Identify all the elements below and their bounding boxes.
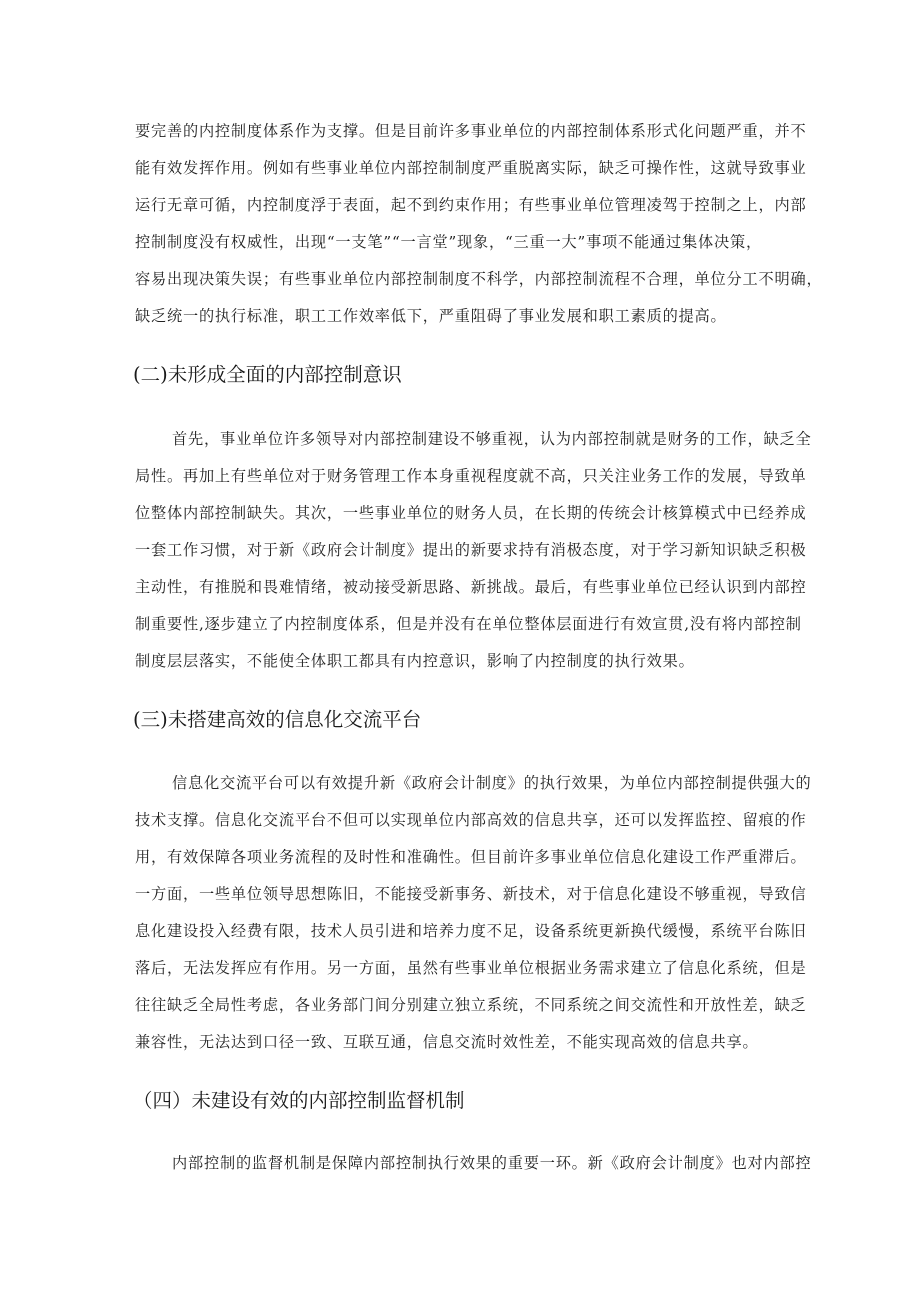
- paragraph-line: 一方面，一些单位领导思想陈旧，不能接受新事务、新技术，对于信息化建设不够重视，导致信: [135, 885, 807, 903]
- paragraph-line: 主动性，有推脱和畏难情绪，被动接受新思路、新挑战。最后，有些事业单位已经认识到内部控: [135, 578, 807, 596]
- paragraph-line: 往往缺乏全局性考虑，各业务部门间分别建立独立系统，不同系统之间交流性和开放性差，缺乏: [135, 996, 807, 1014]
- paragraph-line: 首先，事业单位许多领导对内部控制建设不够重视，认为内部控制就是财务的工作，缺乏全: [172, 430, 812, 448]
- section-heading: (三)未搭建高效的信息化交流平台: [133, 708, 422, 731]
- paragraph-line: 制重要性,逐步建立了内控制度体系，但是并没有在单位整体层面进行有效宣贯,没有将内部控制: [135, 615, 802, 633]
- paragraph-line: 容易出现决策失误；有些事业单位内部控制制度不科学，内部控制流程不合理，单位分工不明确，: [135, 270, 823, 288]
- paragraph-line: 落后，无法发挥应有作用。另一方面，虽然有些事业单位根据业务需求建立了信息化系统，但是: [135, 959, 807, 977]
- paragraph-line: 局性。再加上有些单位对于财务管理工作本身重视程度就不高，只关注业务工作的发展，导致单: [135, 467, 807, 485]
- paragraph-line: 缺乏统一的执行标准，职工工作效率低下，严重阻碍了事业发展和职工素质的提高。: [135, 307, 727, 325]
- paragraph-line: 信息化交流平台可以有效提升新《政府会计制度》的执行效果，为单位内部控制提供强大的: [172, 774, 812, 792]
- paragraph-line: 运行无章可循，内控制度浮于表面，起不到约束作用；有些事业单位管理凌驾于控制之上，内部: [135, 196, 807, 214]
- paragraph-line: 一套工作习惯，对于新《政府会计制度》提出的新要求持有消极态度，对于学习新知识缺乏积极: [135, 541, 807, 559]
- paragraph-line: 位整体内部控制缺失。其次，一些事业单位的财务人员，在长期的传统会计核算模式中已经养成: [135, 504, 807, 522]
- paragraph-line: 要完善的内控制度体系作为支撑。但是目前许多事业单位的内部控制体系形式化问题严重，并不: [135, 122, 807, 140]
- paragraph-line: 能有效发挥作用。例如有些事业单位内部控制制度严重脱离实际，缺乏可操作性，这就导致事业: [135, 159, 807, 177]
- paragraph-line: 用，有效保障各项业务流程的及时性和准确性。但目前许多事业单位信息化建设工作严重滞后。: [135, 848, 807, 866]
- paragraph-line: 控制制度没有权威性，出现“一支笔”“一言堂”现象，“三重一大”事项不能通过集体决策，: [135, 233, 762, 251]
- paragraph-line: 兼容性，无法达到口径一致、互联互通，信息交流时效性差，不能实现高效的信息共享。: [135, 1033, 759, 1051]
- paragraph-line: 技术支撑。信息化交流平台不但可以实现单位内部高效的信息共享，还可以发挥监控、留痕的作: [135, 811, 807, 829]
- paragraph-line: 息化建设投入经费有限，技术人员引进和培养力度不足，设备系统更新换代缓慢，系统平台陈旧: [135, 922, 807, 940]
- section-heading: （四）未建设有效的内部控制监督机制: [133, 1089, 465, 1112]
- paragraph-line: 制度层层落实，不能使全体职工都具有内控意识，影响了内控制度的执行效果。: [135, 652, 695, 670]
- paragraph-line: 内部控制的监督机制是保障内部控制执行效果的重要一环。新《政府会计制度》也对内部控: [172, 1154, 812, 1172]
- section-heading: (二)未形成全面的内部控制意识: [133, 363, 402, 386]
